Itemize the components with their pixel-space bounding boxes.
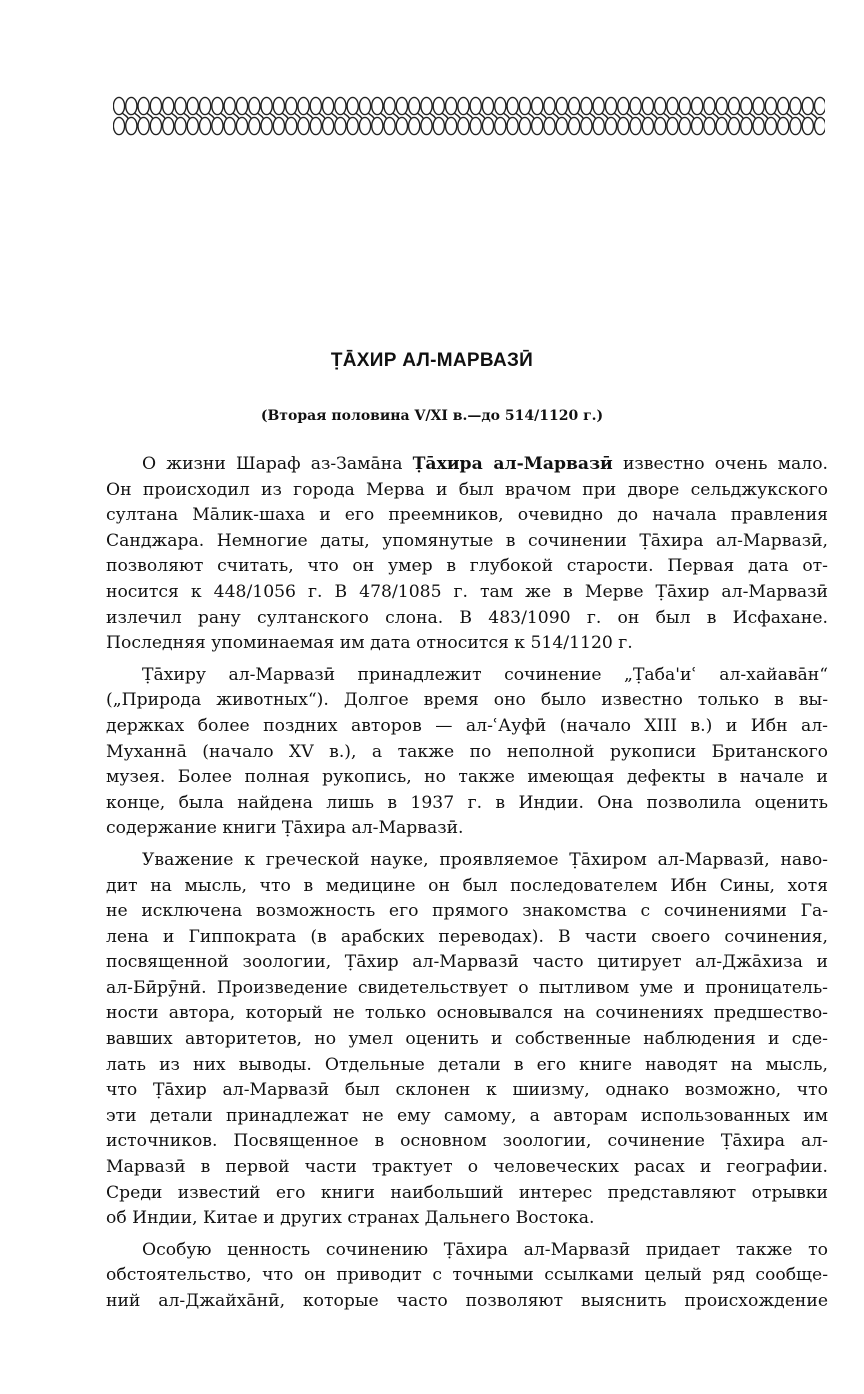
text-line: ал-Бӣрӯнӣ. Произведение свидетельствует о пытливом уме и проницатель- — [106, 977, 828, 998]
page-title: ṬĀХИР АЛ-МАРВАЗӢ — [330, 350, 534, 371]
braid-loop — [446, 97, 457, 114]
text-line: ний ал-Джайхāнӣ, которые часто позволяют выяснить происхождение — [106, 1291, 828, 1311]
braid-loop — [224, 117, 235, 134]
braid-loop — [433, 117, 444, 134]
braid-loop — [150, 97, 161, 114]
braid-loop — [126, 117, 137, 134]
braid-loop — [667, 97, 678, 114]
braid-loop — [765, 117, 776, 134]
article-body — [106, 452, 828, 1315]
braid-loop — [138, 117, 149, 134]
braid-loop — [728, 117, 739, 134]
braid-loop — [482, 97, 493, 114]
braid-loop — [113, 117, 124, 134]
braid-strand — [663, 113, 669, 119]
braid-loop — [470, 97, 481, 114]
braid-strand — [811, 113, 817, 119]
text-line: носится к 448/1056 г. В 478/1085 г. там же в Мерве Ṭāхир ал-Марвазӣ — [106, 581, 828, 602]
braid-loop — [384, 117, 395, 134]
braid-strand — [577, 113, 583, 119]
text-line: Марвазӣ в первой части трактует о человеческих расах и географии. — [106, 1157, 828, 1178]
text-line: вавших авторитетов, но умел оценить и собственные наблюдения и сде- — [106, 1029, 828, 1050]
braid-loop — [728, 97, 739, 114]
braid-strand — [257, 113, 263, 119]
braid-strand — [184, 113, 190, 119]
braid-loop — [409, 97, 420, 114]
braid-loop — [372, 97, 383, 114]
braid-loop — [212, 97, 223, 114]
text-line: ности автора, который не только основывался на сочинениях предшество- — [106, 1003, 828, 1024]
braid-loop — [261, 117, 272, 134]
braid-strand — [270, 113, 276, 119]
braid-loop — [642, 117, 653, 134]
braid-loop — [630, 117, 641, 134]
braid-strand — [589, 113, 595, 119]
paragraph-1 — [106, 452, 828, 657]
braid-loop — [126, 97, 137, 114]
braid-loop — [655, 117, 666, 134]
braid-strand — [233, 113, 239, 119]
braid-loop — [593, 117, 604, 134]
braid-loop — [249, 117, 260, 134]
text-line: Он происходил из города Мерва и был врачом при дворе сельджукского — [106, 479, 828, 500]
text-line: лена и Гиппократа (в арабских переводах). В части своего сочинения, — [106, 926, 828, 947]
text-line: Уважение к греческой науке, проявляемое Ṭāхиром ал-Марвазӣ, наво- — [142, 849, 828, 870]
braid-loop — [347, 97, 358, 114]
braid-loop — [187, 117, 198, 134]
braid-strand — [725, 113, 731, 119]
braid-loop — [495, 117, 506, 134]
braid-loop — [323, 117, 334, 134]
braid-loop — [409, 117, 420, 134]
braid-strand — [516, 113, 522, 119]
braid-loop — [790, 117, 801, 134]
decorative-braid-ornament — [113, 95, 825, 137]
braid-loop — [741, 117, 752, 134]
braid-loop — [581, 97, 592, 114]
braid-loop — [224, 97, 235, 114]
braid-loop — [753, 117, 764, 134]
text-line: излечил рану султанского слона. В 483/1090 г. он был в Исфахане. — [106, 607, 828, 628]
braid-loop — [605, 117, 616, 134]
braid-loop — [704, 117, 715, 134]
braid-loop — [519, 97, 530, 114]
braid-strand — [614, 113, 620, 119]
braid-loop — [298, 117, 309, 134]
braid-strand — [749, 113, 755, 119]
braid-strand — [762, 113, 768, 119]
braid-strand — [688, 113, 694, 119]
braid-strand — [343, 113, 349, 119]
braid-loop — [569, 97, 580, 114]
braid-strand — [245, 113, 251, 119]
braid-loop — [679, 117, 690, 134]
author-name-bold: Ṭāхира ал-Марвазӣ — [412, 454, 613, 474]
text-line: Муханнā (начало XV в.), а также по неполной рукописи Британского — [106, 741, 828, 762]
braid-loop — [433, 97, 444, 114]
text-line — [106, 452, 828, 478]
paragraph-2 — [106, 663, 828, 842]
braid-loop — [396, 117, 407, 134]
braid-strand — [196, 113, 202, 119]
braid-strand — [626, 113, 632, 119]
braid-loop — [261, 97, 272, 114]
braid-loop — [667, 117, 678, 134]
braid-loop — [556, 117, 567, 134]
braid-loop — [642, 97, 653, 114]
braid-loop — [113, 97, 124, 114]
text-line: Среди известий его книги наибольший интерес представляют отрывки — [106, 1182, 828, 1203]
braid-strand — [454, 113, 460, 119]
braid-loop — [421, 97, 432, 114]
text-line: Санджара. Немногие даты, упомянутые в сочинении Ṭāхира ал-Марвазӣ, — [106, 530, 828, 551]
text-line: лать из них выводы. Отдельные детали в его книге наводят на мысль, — [106, 1054, 828, 1075]
braid-loop — [753, 97, 764, 114]
text-line: обстоятельство, что он приводит с точными ссылками целый ряд сообще- — [106, 1265, 828, 1286]
date-subtitle: (Вторая половина V/XI в.—до 514/1120 г.) — [260, 408, 604, 424]
braid-strand — [122, 113, 128, 119]
braid-loop — [396, 97, 407, 114]
braid-strand — [380, 113, 386, 119]
braid-loop — [482, 117, 493, 134]
braid-loop — [618, 117, 629, 134]
text-line: не исключена возможность его прямого знакомства с сочинениями Га- — [106, 901, 828, 922]
braid-loop — [236, 97, 247, 114]
braid-strand — [430, 113, 436, 119]
text-line: держках более поздних авторов — ал-ʿАуфӣ (начало XIII в.) и Ибн ал- — [106, 715, 828, 736]
braid-loop — [716, 117, 727, 134]
braid-strand — [676, 113, 682, 119]
braid-loop — [716, 97, 727, 114]
braid-strand — [786, 113, 792, 119]
braid-loop — [778, 97, 789, 114]
braid-loop — [802, 117, 813, 134]
braid-loop — [347, 117, 358, 134]
text-line: об Индии, Китае и других странах Дальнего Востока. — [106, 1208, 595, 1229]
braid-loop — [556, 97, 567, 114]
braid-loop — [372, 117, 383, 134]
braid-loop — [138, 97, 149, 114]
braid-loop — [815, 97, 826, 114]
braid-loop — [236, 117, 247, 134]
braid-loop — [470, 117, 481, 134]
braid-strand — [700, 113, 706, 119]
braid-loop — [544, 97, 555, 114]
braid-strand — [220, 113, 226, 119]
braid-strand — [491, 113, 497, 119]
text-line: эти детали принадлежат не ему самому, а авторам использованных им — [106, 1105, 828, 1126]
braid-loop — [778, 117, 789, 134]
braid-loop — [200, 117, 211, 134]
braid-strand — [405, 113, 411, 119]
braid-loop — [692, 117, 703, 134]
braid-strand — [503, 113, 509, 119]
braid-loop — [273, 117, 284, 134]
braid-loop — [790, 97, 801, 114]
braid-loop — [163, 97, 174, 114]
braid-loop — [384, 97, 395, 114]
braid-loop — [249, 97, 260, 114]
braid-loop — [605, 97, 616, 114]
braid-loop — [273, 97, 284, 114]
braid-strand — [294, 113, 300, 119]
braid-strand — [356, 113, 362, 119]
paragraph-3 — [106, 848, 828, 1232]
braid-loop — [310, 117, 321, 134]
text-line: Особую ценность сочинению Ṭāхира ал-Марвазӣ придает также то — [142, 1239, 828, 1260]
braid-strand — [774, 113, 780, 119]
braid-loop — [458, 97, 469, 114]
braid-loop — [150, 117, 161, 134]
braid-strand — [368, 113, 374, 119]
braid-loop — [187, 97, 198, 114]
braid-strand — [553, 113, 559, 119]
braid-loop — [532, 117, 543, 134]
braid-loop — [815, 117, 826, 134]
braid-loop — [630, 97, 641, 114]
braid-strand — [540, 113, 546, 119]
braid-loop — [507, 117, 518, 134]
braid-strand — [565, 113, 571, 119]
text-line: конце, была найдена лишь в 1937 г. в Индии. Она позволила оценить — [106, 792, 828, 813]
braid-strand — [331, 113, 337, 119]
braid-strand — [479, 113, 485, 119]
braid-loop — [163, 117, 174, 134]
text-line: султана Мāлик-шаха и его преемников, очевидно до начала правления — [106, 505, 828, 526]
braid-loop — [310, 97, 321, 114]
braid-strand — [159, 113, 165, 119]
braid-strand — [799, 113, 805, 119]
braid-loop — [655, 97, 666, 114]
braid-loop — [335, 97, 346, 114]
braid-strand — [602, 113, 608, 119]
braid-loop — [359, 117, 370, 134]
text-span: известно очень мало. — [612, 454, 828, 474]
braid-strand — [737, 113, 743, 119]
braid-loop — [765, 97, 776, 114]
braid-loop — [741, 97, 752, 114]
text-line: („Природа животных“). Долгое время оно было известно только в вы- — [106, 690, 828, 711]
braid-strand — [171, 113, 177, 119]
braid-loop — [544, 117, 555, 134]
braid-loop — [532, 97, 543, 114]
braid-strand — [147, 113, 153, 119]
braid-loop — [458, 117, 469, 134]
text-span: О жизни Шараф аз-Замāна — [142, 454, 413, 474]
braid-strand — [282, 113, 288, 119]
braid-loop — [335, 117, 346, 134]
text-line: что Ṭāхир ал-Марвазӣ был склонен к шиизму, однако возможно, что — [106, 1080, 828, 1101]
braid-loop — [618, 97, 629, 114]
braid-strand — [134, 113, 140, 119]
braid-loop — [286, 117, 297, 134]
braid-strand — [639, 113, 645, 119]
braid-strand — [528, 113, 534, 119]
braid-strand — [393, 113, 399, 119]
text-line: содержание книги Ṭāхира ал-Марвазӣ. — [106, 818, 464, 839]
braid-strand — [417, 113, 423, 119]
braid-loop — [704, 97, 715, 114]
braid-loop — [200, 97, 211, 114]
braid-loop — [421, 117, 432, 134]
braid-loop — [175, 117, 186, 134]
braid-loop — [359, 97, 370, 114]
braid-loop — [286, 97, 297, 114]
text-line: посвященной зоологии, Ṭāхир ал-Марвазӣ часто цитирует ал-Джāхиза и — [106, 952, 828, 973]
braid-strand — [712, 113, 718, 119]
braid-loop — [298, 97, 309, 114]
braid-strand — [307, 113, 313, 119]
braid-loop — [323, 97, 334, 114]
text-line: Последняя упоминаемая им дата относится к 514/1120 г. — [106, 633, 633, 654]
text-line: позволяют считать, что он умер в глубокой старости. Первая дата от- — [106, 556, 828, 577]
braid-loop — [593, 97, 604, 114]
text-line: дит на мысль, что в медицине он был последователем Ибн Сины, хотя — [106, 875, 828, 896]
braid-strand — [319, 113, 325, 119]
braid-loop — [519, 117, 530, 134]
braid-strand — [442, 113, 448, 119]
braid-loop — [581, 117, 592, 134]
braid-loop — [692, 97, 703, 114]
braid-strand — [208, 113, 214, 119]
braid-strand — [466, 113, 472, 119]
braid-loop — [446, 117, 457, 134]
paragraph-4 — [106, 1238, 828, 1315]
braid-loop — [495, 97, 506, 114]
braid-loop — [679, 97, 690, 114]
braid-loop — [569, 117, 580, 134]
braid-loop — [507, 97, 518, 114]
text-line: музея. Более полная рукопись, но также имеющая дефекты в начале и — [106, 767, 828, 788]
braid-strand — [651, 113, 657, 119]
text-line: источников. Посвященное в основном зоологии, сочинение Ṭāхира ал- — [106, 1131, 828, 1152]
braid-loop — [802, 97, 813, 114]
braid-loop — [212, 117, 223, 134]
braid-loop — [175, 97, 186, 114]
text-line: Ṭāхиру ал-Марвазӣ принадлежит сочинение „Ṭаба'иʿ ал-хайавāн“ — [142, 664, 828, 685]
